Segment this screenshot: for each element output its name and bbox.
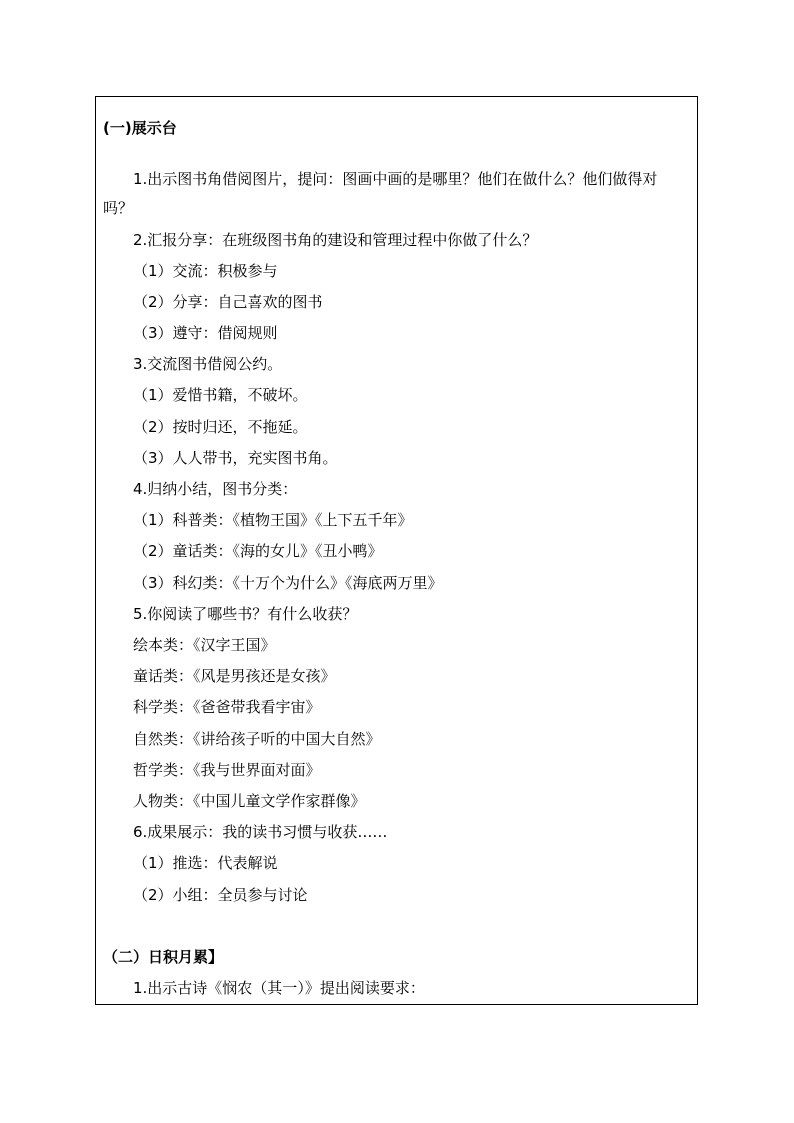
text-line-11: 4.归纳小结，图书分类： xyxy=(133,480,298,498)
text-line-5: （2）分享：自己喜欢的图书 xyxy=(133,293,323,311)
text-line-10: （3）人人带书，充实图书角。 xyxy=(133,449,338,467)
text-line-2: 吗？ xyxy=(103,199,134,217)
section-heading-showcase: (一)展示台 xyxy=(103,119,177,137)
text-line-3: 2.汇报分享：在班级图书角的建设和管理过程中你做了什么？ xyxy=(133,231,538,249)
text-line-18: 科学类：《爸爸带我看宇宙》 xyxy=(133,698,321,716)
text-line-13: （2）童话类：《海的女儿》《丑小鸭》 xyxy=(133,542,383,560)
text-line-1: 1.出示图书角借阅图片，提问：图画中画的是哪里？他们在做什么？他们做得对 xyxy=(133,170,658,188)
text-line-16: 绘本类：《汉字王国》 xyxy=(133,636,276,654)
text-line-7: 3.交流图书借阅公约。 xyxy=(133,355,283,373)
text-line-4: （1）交流：积极参与 xyxy=(133,262,278,280)
text-line-25: 1.出示古诗《悯农（其一）》提出阅读要求： xyxy=(133,979,425,997)
text-line-14: （3）科幻类：《十万个为什么》《海底两万里》 xyxy=(133,574,443,592)
text-line-23: （1）推选：代表解说 xyxy=(133,854,278,872)
text-line-6: （3）遵守：借阅规则 xyxy=(133,324,278,342)
section-heading-accumulation: （二）日积月累】 xyxy=(103,948,224,966)
text-line-21: 人物类：《中国儿童文学作家群像》 xyxy=(133,792,366,810)
text-line-9: （2）按时归还，不拖延。 xyxy=(133,418,308,436)
text-line-15: 5.你阅读了哪些书？有什么收获？ xyxy=(133,605,358,623)
text-line-19: 自然类：《讲给孩子听的中国大自然》 xyxy=(133,730,381,748)
text-line-22: 6.成果展示：我的读书习惯与收获…… xyxy=(133,823,388,841)
text-line-8: （1）爱惜书籍，不破坏。 xyxy=(133,386,308,404)
text-line-20: 哲学类：《我与世界面对面》 xyxy=(133,761,321,779)
text-line-17: 童话类：《风是男孩还是女孩》 xyxy=(133,667,336,685)
text-line-24: （2）小组：全员参与讨论 xyxy=(133,886,308,904)
text-line-12: （1）科普类：《植物王国》《上下五千年》 xyxy=(133,511,413,529)
